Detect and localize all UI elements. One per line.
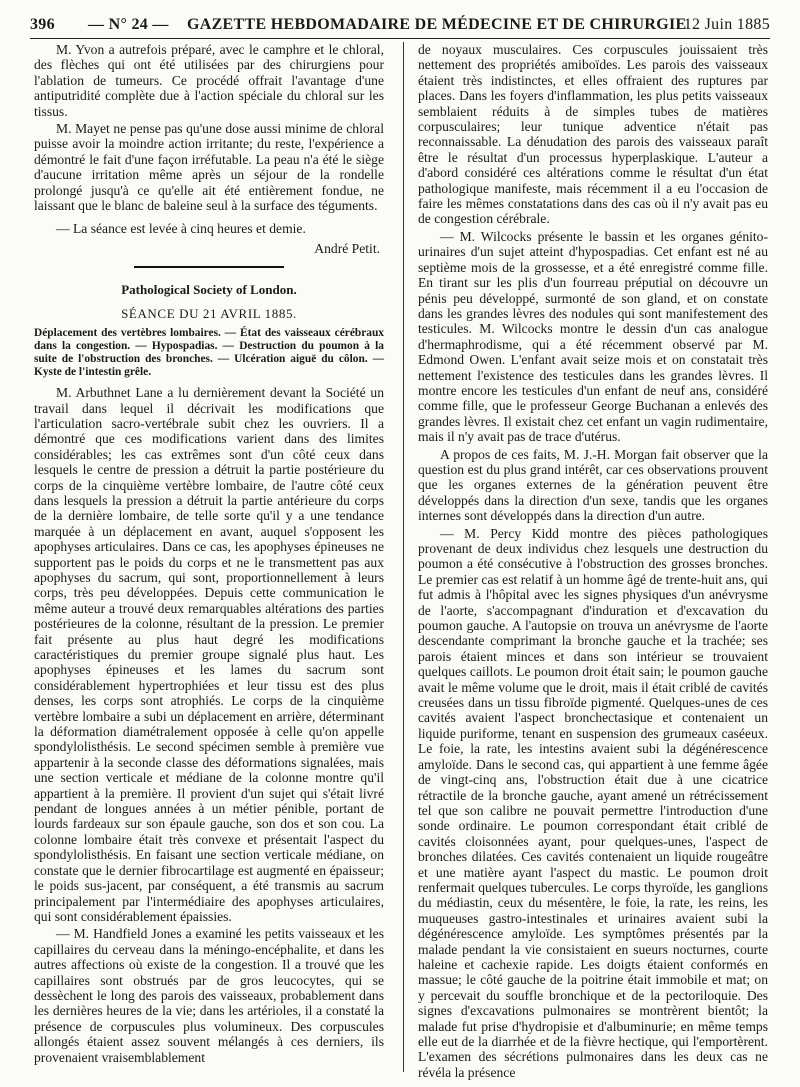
paragraph-morgan: A propos de ces faits, M. J.-H. Morgan fait observer que la question est du plus grand intérêt, car ces observations prouvent que les organes externes de la génération peuvent être développés dans la direction d'un sexe, tandis que les organes internes sont développés dans la direction d'un autre. (418, 446, 768, 524)
running-header (30, 14, 770, 40)
society-title: Pathological Society of London. (121, 282, 297, 298)
right-column (418, 42, 768, 1082)
paragraph-continuation: de noyaux musculaires. Ces corpuscules jouissaient très nettement des propriétés amiboïdes. Les parois des vaisseaux étaient très indistinctes, et elles offraient des ruptures par places. Dans les foyers d'inflammation, les plus petits vaisseaux semblaient réduits à de simples tubes de matières corpusculaires; leur tunique adventice n'était pas reconnaissable. La dénudation des parois des vaisseaux paraît être le résultat d'un processus hyperplaskique. L'auteur a d'abord considéré ces altérations comme le résultat d'un état pathologique manifeste, mais récemment il a eu l'occasion de faire les mêmes constatations dans des cas où il n'y avait pas eu de congestion cérébrale. (418, 42, 768, 227)
seance-date: SÉANCE DU 21 AVRIL 1885. (121, 305, 297, 321)
header-rule (30, 38, 770, 39)
closing-line: — La séance est levée à cinq heures et demie. (56, 221, 306, 237)
section-separator (134, 266, 284, 268)
issue-date: 12 Juin 1885 (683, 16, 770, 33)
left-column (34, 42, 384, 1067)
column-divider (403, 42, 404, 1072)
paragraph-percy-kidd: — M. Percy Kidd montre des pièces pathologiques provenant de deux individus chez lesquels une destruction du poumon a été consécutive à l'obstruction des grosses bronches. Le premier cas est relatif à un homme âgé de trente-huit ans, qui fut admis à l'hôpital avec les signes physiques d'un anévrysme de l'aorte, s'accompagnant d'induration et d'excavation du poumon gauche. A l'autopsie on trouva un anévrysme de l'aorte descendante comprimant la bronche gauche et la trachée; ses parois étaient minces et dans son intérieur se trouvaient quelques caillots. Le poumon droit était sain; le poumon gauche avait le même volume que le droit, mais il était criblé de cavités creusées dans un tissu fibroïde pigmenté. Quelques-unes de ces cavités avaient l'aspect bronchectasique et contenaient un liquide puriforme, tenant en suspension des grumeaux caséeux. Le foie, la rate, les intestins avaient subi la dégénérescence amyloïde. Dans le second cas, qui appartient à une femme âgée de vingt-cinq ans, l'obstruction était due à une cicatrice rétractile de la bronche gauche, ayant amené un rétrécissement tel que son calibre ne pouvait permettre l'introduction d'une sonde ordinaire. Le poumon correspondant était criblé de cavités cloisonnées ayant, pour quelques-unes, l'aspect de bronches dilatées. Ces cavités contenaient un liquide rougeâtre et une matière ayant l'aspect du mastic. Le poumon droit renfermait quelques tubercules. Le corps thyroïde, les ganglions du médiastin, ceux du mésentère, le foie, la rate, les reins, les muqueuses gastro-intestinales et urinaires avaient subi la dégénérescence amyloïde. Les symptômes présentés par la malade pendant la vie consistaient en sueurs nocturnes, courte haleine et cachexie rapide. Les doigts étaient conformés en massue; le côté gauche de la poitrine était immobile et mat; on y percevait du souffle bronchique et de la pectoriloquie. Des signes d'excavations pulmonaires se montrèrent bientôt; la malade fut prise d'hydropisie et d'albuminurie; en même temps elle eut de la diarrhée et de la fièvre hectique, qui l'emportèrent. L'examen des sécrétions pulmonaires dans les deux cas ne révéla la présence (418, 525, 768, 1080)
paragraph-handfield-jones: — M. Handfield Jones a examiné les petits vaisseaux et les capillaires du cerveau dans la méningo-encéphalite, et dans les autres affections où existe de la congestion. Il a trouvé que les capillaires sont obstrués par de gros leucocytes, qui se dessèchent le long des parois des vaisseaux, probablement dans les dernières heures de la vie; dans les artérioles, il a constaté la présence de corpuscules plus volumineux. Des corpuscules allongés étaient assez souvent mélangés à ces derniers, ils provenaient vraisemblablement (34, 926, 384, 1065)
journal-heading (88, 16, 687, 34)
session-summary: Déplacement des vertèbres lombaires. — État des vaisseaux cérébraux dans la congestion. — Hypospadias. — Destruction du poumon à la suite de l'obstruction des bronches. — Ulcération aiguë du côlon. — Kyste de l'intestin grêle. (34, 327, 384, 379)
page-number: 396 (30, 16, 55, 33)
paragraph-mayet: M. Mayet ne pense pas qu'une dose aussi minime de chloral puisse avoir la moindre action irritante; du reste, l'expérience a démontré le fait d'une façon irréfutable. La peau n'a été le siège d'aucune irritation même après un séjour de la rondelle prolongé jusqu'à ce qu'elle ait été entièrement fondue, ne laissant que le blanc de baleine seul à la surface des téguments. (34, 121, 384, 214)
paragraph-wilcocks: — M. Wilcocks présente le bassin et les organes génito-urinaires d'un sujet atteint d'hypospadias. Cet enfant est né au septième mois de la grossesse, et a été enregistré comme fille. En tirant sur les plis d'un fourreau préputial on découvre un pénis peu développé, surmonté de son gland, et on constate dans les grandes lèvres des nodules qui sont manifestement des testicules. M. Wilcocks montre le dessin d'un cas analogue d'hermaphrodisme, qui a été récemment observé par M. Edmond Owen. L'enfant avait seize mois et on constatait très nettement l'existence des testicules dans les grandes lèvres. Il montre encore les testicules d'un enfant de neuf ans, considéré comme fille, que le professeur George Buchanan a enlevés des grandes lèvres. Il existait chez cet enfant un vagin rudimentaire, mais il n'y avait pas de trace d'utérus. (418, 228, 768, 445)
author-signature: André Petit. (314, 240, 380, 256)
journal-title: GAZETTE HEBDOMADAIRE DE MÉDECINE ET DE CHIRURGIE (186, 16, 687, 33)
paragraph-yvon: M. Yvon a autrefois préparé, avec le camphre et le chloral, des flèches qui ont été utilisées par des chirurgiens pour l'ablation de tumeurs. Ce procédé offrait l'avantage d'une antiputridité complète due à l'action spéciale du chloral sur les tissus. (34, 42, 384, 119)
issue-number: — N° 24 — (88, 16, 169, 33)
paragraph-lane: M. Arbuthnet Lane a lu dernièrement devant la Société un travail dans lequel il décrivait les modifications que l'articulation sacro-vertébrale subit chez les ouvriers. Il a démontré que ces modifications varient dans des limites considérables; les cas extrêmes sont d'un côté ceux dans lesquels le centre de pression a détruit la partie postérieure du corps de la cinquième vertèbre lombaire, de l'autre côté ceux dans lesquels la pression a détruit la partie antérieure du corps de la dernière lombaire, de telle sorte qu'il y a une tendance marquée à un déplacement en avant, auquel s'opposent les apophyses articulaires. Dans ce cas, les apophyses épineuses ne supportent pas le poids du corps et ne le transmettent pas aux apophyses du sacrum, qui sont, proportionnellement à leurs corps, très peu développées. Depuis cette communication le même auteur a trouvé deux remarquables altérations des parties postérieures de la colonne, résultant de la pression. Le premier fait présente au plus haut degré les modifications caractéristiques du premier groupe signalé plus haut. Les apophyses épineuses et les lames du sacrum sont considérablement hypertrophiées et leur tissu est des plus denses, les corps sont atrophiés. Le corps de la cinquième vertèbre lombaire a subi un déplacement en arrière, déterminant la déformation diamétralement opposée à celle qu'on appelle spondylolisthésis. Le second spécimen semble à première vue appartenir à la seconde classe des déformations signalées, mais une section verticale et médiane de la colonne montre qu'il appartient à la première. Il provient d'un sujet qui s'était livré pendant de longues années à un métier pénible, portant de lourds fardeaux sur son épaule gauche, son dos et son cou. La colonne lombaire était très convexe et présentait l'aspect du spondylolisthésis. En faisant une section verticale médiane, on constate que le dernier fibrocartilage est augmenté en épaisseur; le poids sus-jacent, par conséquent, a été transmis au sacrum principalement par l'intermédiaire des apophyses articulaires, qui sont considérablement épaissies. (34, 385, 384, 924)
